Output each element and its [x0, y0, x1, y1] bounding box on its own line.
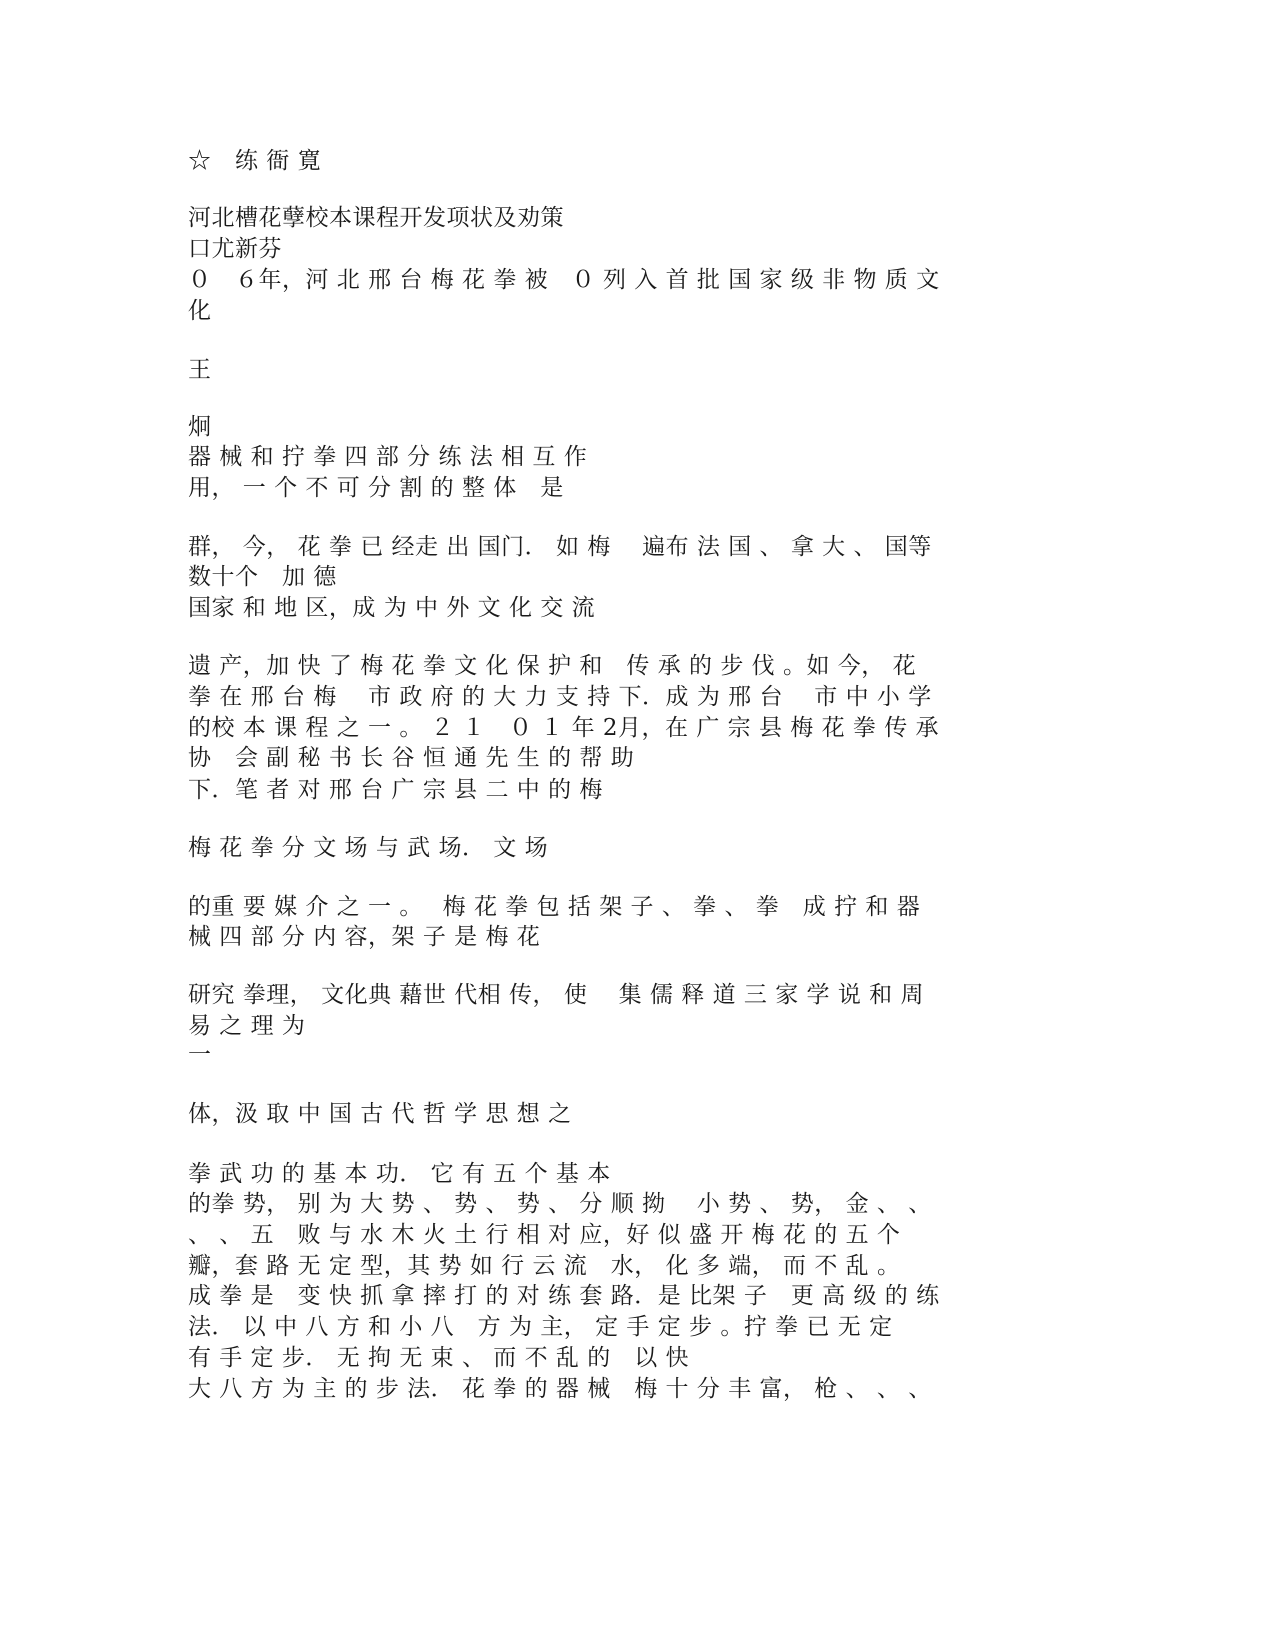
body-line: 国家 和 地 区，成 为 中 外 文 化 交 流 [188, 595, 596, 621]
body-line: 下．笔 者 对 邢 台 广 宗 县 二 中 的 梅 [188, 777, 603, 803]
body-line: 器 械 和 拧 拳 四 部 分 练 法 相 互 作 [188, 444, 588, 470]
body-line: ０ ６年，河 北 邢 台 梅 花 拳 被 ０ 列 入 首 批 国 家 级 非 物 质 文 [188, 267, 940, 293]
body-line: 法． 以 中 八 方 和 小 八 方 为 主， 定 手 定 步 。拧 拳 已 无 定 [188, 1314, 893, 1340]
body-line: 研究 拳理， 文化典 藉世 代相 传， 使 集 儒 释 道 三 家 学 说 和 周 [188, 982, 924, 1008]
body-line: 梅 花 拳 分 文 场 与 武 场． 文 场 [188, 835, 549, 861]
body-line: 的校 本 课 程 之 一 。 ２ １ ０ １ 年 2月，在 广 宗 县 梅 花 拳 传 承 [188, 715, 940, 741]
body-line: 的拳 势， 别 为 大 势 、 势 、 势 、 分 顺 拗 小 势 、 势， 金 、 、 [188, 1191, 932, 1217]
body-line: 的重 要 媒 介 之 一 。 梅 花 拳 包 括 架 子 、 拳 、 拳 成 拧 和 器 [188, 894, 921, 920]
body-line: 拳 在 邢 台 梅 市 政 府 的 大 力 支 持 下．成 为 邢 台 市 中 小 学 [188, 684, 932, 710]
header-line: ☆ 练 衙 寛 [188, 148, 322, 174]
document-title: 河北槽花孽校本课程开发项状及劝策 [188, 205, 564, 231]
body-line: 炯 [188, 414, 212, 440]
body-line: 体，汲 取 中 国 古 代 哲 学 思 想 之 [188, 1101, 572, 1127]
body-line: 用， 一 个 不 可 分 割 的 整 体 是 [188, 475, 564, 501]
body-line: 群， 今， 花 拳 已 经走 出 国门． 如 梅 遍布 法 国 、 拿 大 、 国等 [188, 534, 932, 560]
body-line: 拳 武 功 的 基 本 功． 它 有 五 个 基 本 [188, 1161, 611, 1187]
body-line: 遗 产，加 快 了 梅 花 拳 文 化 保 护 和 传 承 的 步 伐 。如 今， 花 [188, 653, 917, 679]
body-line: 械 四 部 分 内 容，架 子 是 梅 花 [188, 924, 541, 950]
body-line: 化 [188, 298, 212, 324]
body-line: 易 之 理 为 [188, 1013, 306, 1039]
body-line: 有 手 定 步． 无 拘 无 束 、 而 不 乱 的 以 快 [188, 1345, 690, 1371]
document-author: 口尤新芬 [188, 236, 282, 262]
body-line: 王 [188, 357, 212, 383]
body-line: 瓣，套 路 无 定 型，其 势 如 行 云 流 水， 化 多 端， 而 不 乱 。 [188, 1253, 901, 1279]
body-line: 大 八 方 为 主 的 步 法． 花 拳 的 器 械 梅 十 分 丰 富， 枪 、 、 、 [188, 1376, 932, 1402]
body-line: 、 、 五 败 与 水 木 火 土 行 相 对 应，好 似 盛 开 梅 花 的 五 个 [188, 1222, 901, 1248]
body-line: 协 会 副 秘 书 长 谷 恒 通 先 生 的 帮 助 [188, 745, 635, 771]
body-line: 数十个 加 德 [188, 564, 337, 590]
body-line: 成 拳 是 变 快 抓 拿 摔 打 的 对 练 套 路．是 比架 子 更 高 级 的 练 [188, 1283, 940, 1309]
body-line: 一 [188, 1042, 212, 1068]
